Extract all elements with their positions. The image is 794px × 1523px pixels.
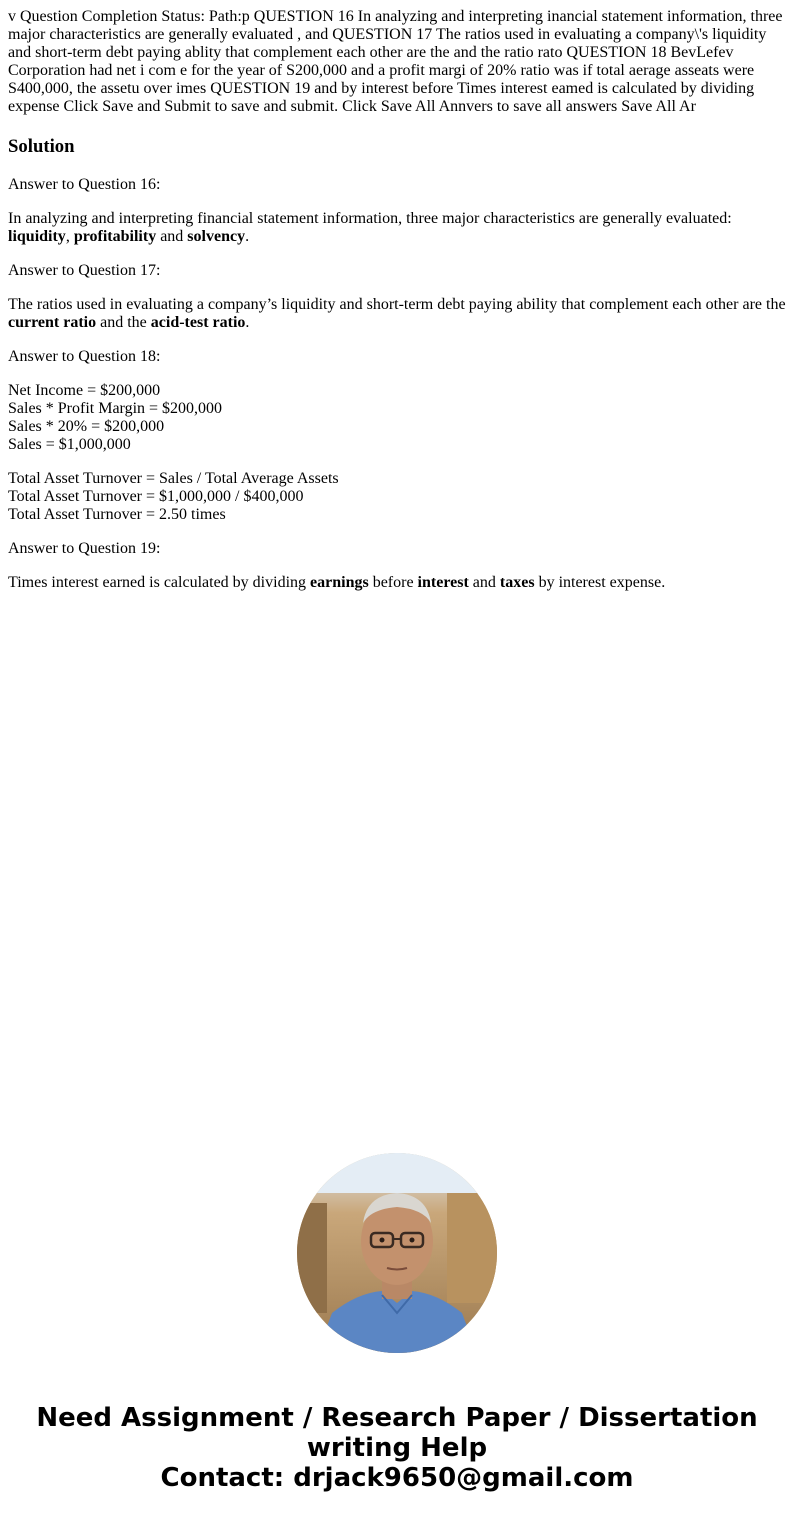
promo-line-1: Need Assignment / Research Paper / Dissertation: [36, 1403, 758, 1433]
q19-text: Times interest earned is calculated by dividing: [8, 574, 311, 591]
q19-answer: [8, 574, 790, 592]
q18-block-turnover: [8, 470, 790, 524]
q18-block-sales: [8, 382, 790, 454]
question-text: v Question Completion Status: Path:p QUESTION 16 In analyzing and interpreting inancial statement information, three major characteristics are generally evaluated , and QUESTION 17 The ratios used in evaluating a company\'s liquidity and short-term debt paying ablity that complement each other are the and the ratio rato QUESTION 18 BevLefev Corporation had net i com e for the year of S200,000 and a profit margi of 20% ratio was if total aerage asseats were S400,000, the assetu over imes QUESTION 19 and by interest before Times interest eamed is calculated by dividing expense Click Save and Submit to save and submit. Click Save All Annvers to save all answers Save All Ar: [8, 8, 783, 115]
q17-sep1: and the: [96, 314, 151, 331]
q16-text: In analyzing and interpreting financial statement information, three major characteristics are generally evaluated:: [8, 210, 732, 227]
q16-label: Answer to Question 16:: [8, 176, 161, 193]
author-portrait-image: [297, 1153, 497, 1353]
q18-line: Sales * 20% = $200,000: [8, 418, 165, 435]
q19-term-taxes: taxes: [499, 574, 535, 591]
q19-sep1: before: [368, 574, 418, 591]
q16-sep1: ,: [65, 228, 74, 245]
q18-line: Sales = $1,000,000: [8, 436, 131, 453]
q19-term-earnings: earnings: [310, 574, 369, 591]
q16-term-liquidity: liquidity: [8, 228, 66, 245]
q16-term-profitability: profitability: [73, 228, 157, 245]
q19-end: by interest expense.: [534, 574, 666, 591]
q18-line: Net Income = $200,000: [8, 382, 161, 399]
q16-end: .: [245, 228, 250, 245]
document-content: [8, 8, 790, 592]
q18-label: Answer to Question 18:: [8, 348, 161, 365]
q16-answer: [8, 210, 790, 246]
q17-label: Answer to Question 17:: [8, 262, 161, 279]
q17-answer: [8, 296, 790, 332]
q19-term-interest: interest: [417, 574, 469, 591]
q17-end: .: [245, 314, 250, 331]
q18-line: Sales * Profit Margin = $200,000: [8, 400, 223, 417]
q19-label: Answer to Question 19:: [8, 540, 161, 557]
promo-line-2: writing Help: [306, 1433, 488, 1463]
q19-sep2: and: [468, 574, 500, 591]
q17-term-current-ratio: current ratio: [8, 314, 97, 331]
q16-term-solvency: solvency: [187, 228, 246, 245]
solution-heading: Solution: [8, 136, 75, 157]
q17-text: The ratios used in evaluating a company’s liquidity and short-term debt paying ability that complement each other are the: [8, 296, 786, 313]
author-avatar: [297, 1153, 497, 1353]
q18-line: Total Asset Turnover = $1,000,000 / $400,000: [8, 488, 304, 505]
q16-sep2: and: [156, 228, 188, 245]
q18-line: Total Asset Turnover = Sales / Total Average Assets: [8, 470, 339, 487]
promo-contact: Contact: drjack9650@gmail.com: [160, 1463, 634, 1493]
promo-footer: [0, 1403, 794, 1493]
q18-line: Total Asset Turnover = 2.50 times: [8, 506, 226, 523]
q17-term-acid-test: acid-test ratio: [150, 314, 246, 331]
